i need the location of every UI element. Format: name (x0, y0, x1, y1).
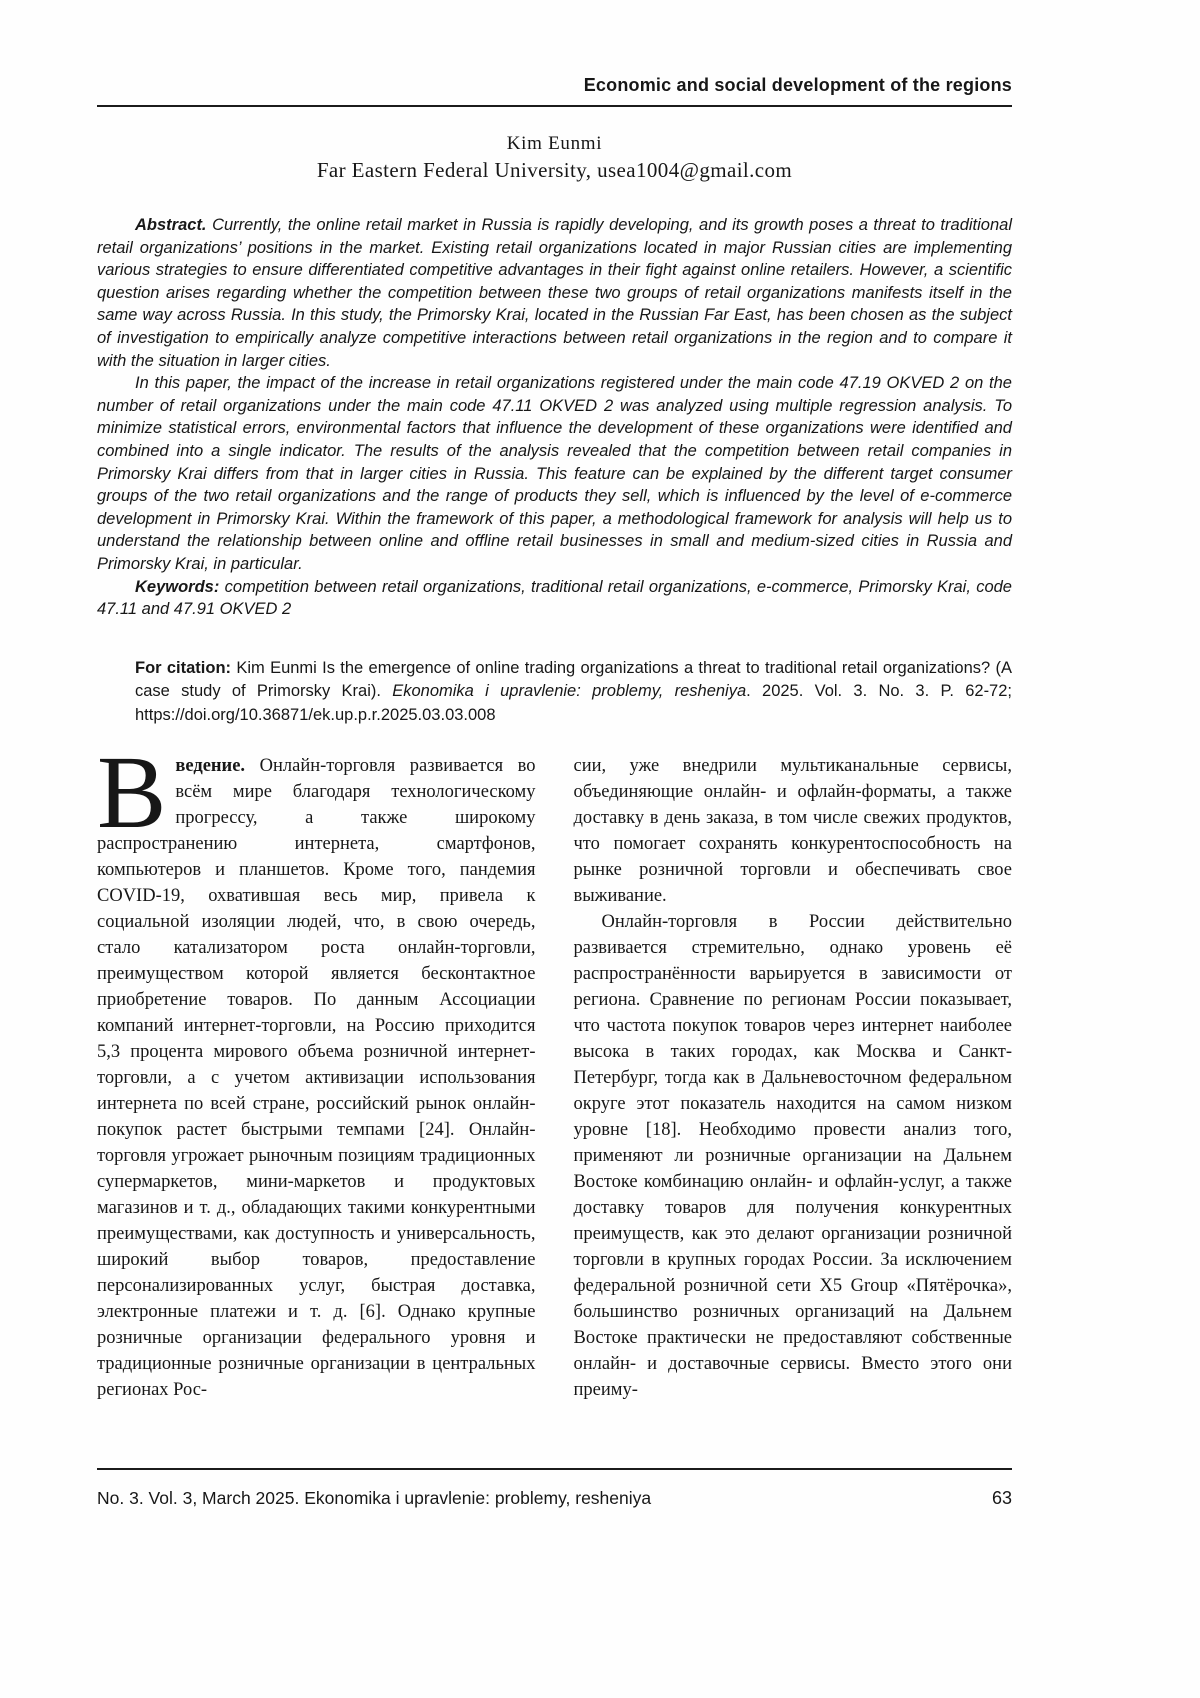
section-lead: ведение. (175, 756, 246, 777)
body-column-right (574, 753, 1013, 1403)
citation-label: For citation: (135, 658, 232, 677)
keywords-text: competition between retail organizations, traditional retail organizations, e-commerce, Primorsky Krai, code 47.11 and 47.91 OKVED 2 (97, 577, 1012, 619)
page-header (97, 74, 1012, 107)
citation-text-before: Kim Eunmi Is the emergence of online trading organizations a threat to traditional retail organizations? (A case study of Primorsky Krai). (135, 658, 1013, 701)
citation-text-after: . 2025. Vol. 3. No. 3. P. 62-72; (746, 682, 1012, 701)
header-divider (97, 105, 1012, 107)
author-name: Kim Eunmi (506, 133, 603, 154)
footer-divider (97, 1468, 1012, 1470)
right-column-paragraph-2: Онлайн-торговля в России действительно развивается стремительно, однако уровень её распространённости варьируется в зависимости от региона. Сравнение по регионам России показывает, что частота покупок товаров через интернет наиболее высока в таких городах, как Москва и Санкт-Петербург, тогда как в Дальневосточном федеральном округе этот показатель находится на самом низком уровне [18]. Необходимо провести анализ того, применяют ли розничные организации на Дальнем Востоке комбинацию онлайн- и офлайн-услуг, а также доставку товаров для получения конкурентных преимуществ, как это делают организации розничной торговли в крупных городах России. За исключением федеральной розничной сети X5 Group «Пятёрочка», большинство розничных организаций на Дальнем Востоке практически не предоставляют собственные онлайн- и доставочные сервисы. Вместо этого они преиму- (573, 912, 1012, 1401)
doi-link[interactable]: https://doi.org/10.36871/ek.up.p.r.2025.03.03.008 (135, 705, 496, 724)
intro-paragraph (97, 735, 536, 1403)
body-column-left (97, 735, 536, 1403)
abstract-paragraph-2: In this paper, the impact of the increase in retail organizations registered under the main code 47.19 OKVED 2 on the number of retail organizations under the main code 47.11 OKVED 2 was analyzed using multiple regression analysis. To minimize statistical errors, environmental factors that influence the development of these organizations were identified and combined into a single indicator. The results of the analysis revealed that the competition between retail companies in Primorsky Krai differs from that in larger cities in Russia. This feature can be explained by the different target consumer groups of the two retail organizations and the range of products they sell, which is influenced by the level of e-commerce development in Primorsky Krai. Within the framework of this paper, a methodological framework for analysis will help us to understand the relationship between online and offline retail businesses in small and medium-sized cities in Russia and Primorsky Krai, in particular. (97, 374, 1012, 573)
footer-journal-info: No. 3. Vol. 3, March 2025. Ekonomika i upravlenie: problemy, resheniya (97, 1488, 652, 1508)
keywords-label: Keywords: (135, 577, 220, 596)
right-column-paragraph-1: сии, уже внедрили мультиканальные сервисы, объединяющие онлайн- и офлайн-форматы, а также доставку в день заказа, в том числе свежих продуктов, что помогает сохранять конкурентоспособность на рынке розничной торговли и обеспечивать свое выживание. (573, 756, 1012, 907)
keywords-paragraph (97, 576, 1012, 621)
author-affiliation: Far Eastern Federal University, usea1004@gmail.com (316, 158, 793, 182)
citation-block (97, 657, 1012, 728)
left-column-text: Онлайн-торговля развивается во всём мире благодаря технологическому прогрессу, а также широкому распространению интернета, смартфонов, компьютеров и планшетов. Кроме того, пандемия COVID-19, охватившая весь мир, привела к социальной изоляции людей, что, в свою очередь, стало катализатором роста онлайн-торговли, преимуществом которой является бесконтактное приобретение товаров. По данным Ассоциации компаний интернет-торговли, на Россию приходится 5,3 процента мирового объема розничной интернет-торговли, а с учетом активизации использования интернета по всей стране, российский рынок онлайн-покупок растет быстрыми темпами [24]. Онлайн-торговля угрожает рыночным позициям традиционных супермаркетов, мини-маркетов и продуктовых магазинов и т. д., обладающих такими конкурентными преимуществами, как доступность и универсальность, широкий выбор товаров, предоставление персонализированных услуг, быстрая доставка, электронные платежи и т. д. [6]. Однако крупные розничные организации федерального уровня и традиционные розничные организации в центральных регионах Рос- (97, 756, 536, 1401)
page-number: 63 (991, 1488, 1012, 1508)
citation-journal-title: Ekonomika i upravlenie: problemy, resheniya (392, 682, 747, 701)
abstract-text-1: Currently, the online retail market in Russia is rapidly developing, and its growth poses a threat to traditional retail organizations’ positions in the market. Existing retail organizations located in major Russian cities are implementing various strategies to ensure differentiated competitive advantages in their fight against online retailers. However, a scientific question arises regarding whether the competition between these two groups of retail organizations manifests itself in the same way across Russia. In this study, the Primorsky Krai, located in the Russian Far East, has been chosen as the subject of investigation to empirically analyze competitive interactions between retail organizations in the region and to compare it with the situation in larger cities. (97, 216, 1012, 370)
citation-paragraph (135, 657, 1012, 728)
author-block (97, 131, 1012, 184)
abstract-section (97, 214, 1012, 621)
page-footer (97, 1468, 1012, 1510)
abstract-label: Abstract. (135, 216, 207, 234)
drop-cap: В (97, 735, 167, 851)
abstract-paragraph-1 (97, 214, 1012, 372)
running-head: Economic and social development of the regions (583, 75, 1012, 95)
footer-row (97, 1486, 1012, 1510)
article-body (97, 735, 1012, 1403)
